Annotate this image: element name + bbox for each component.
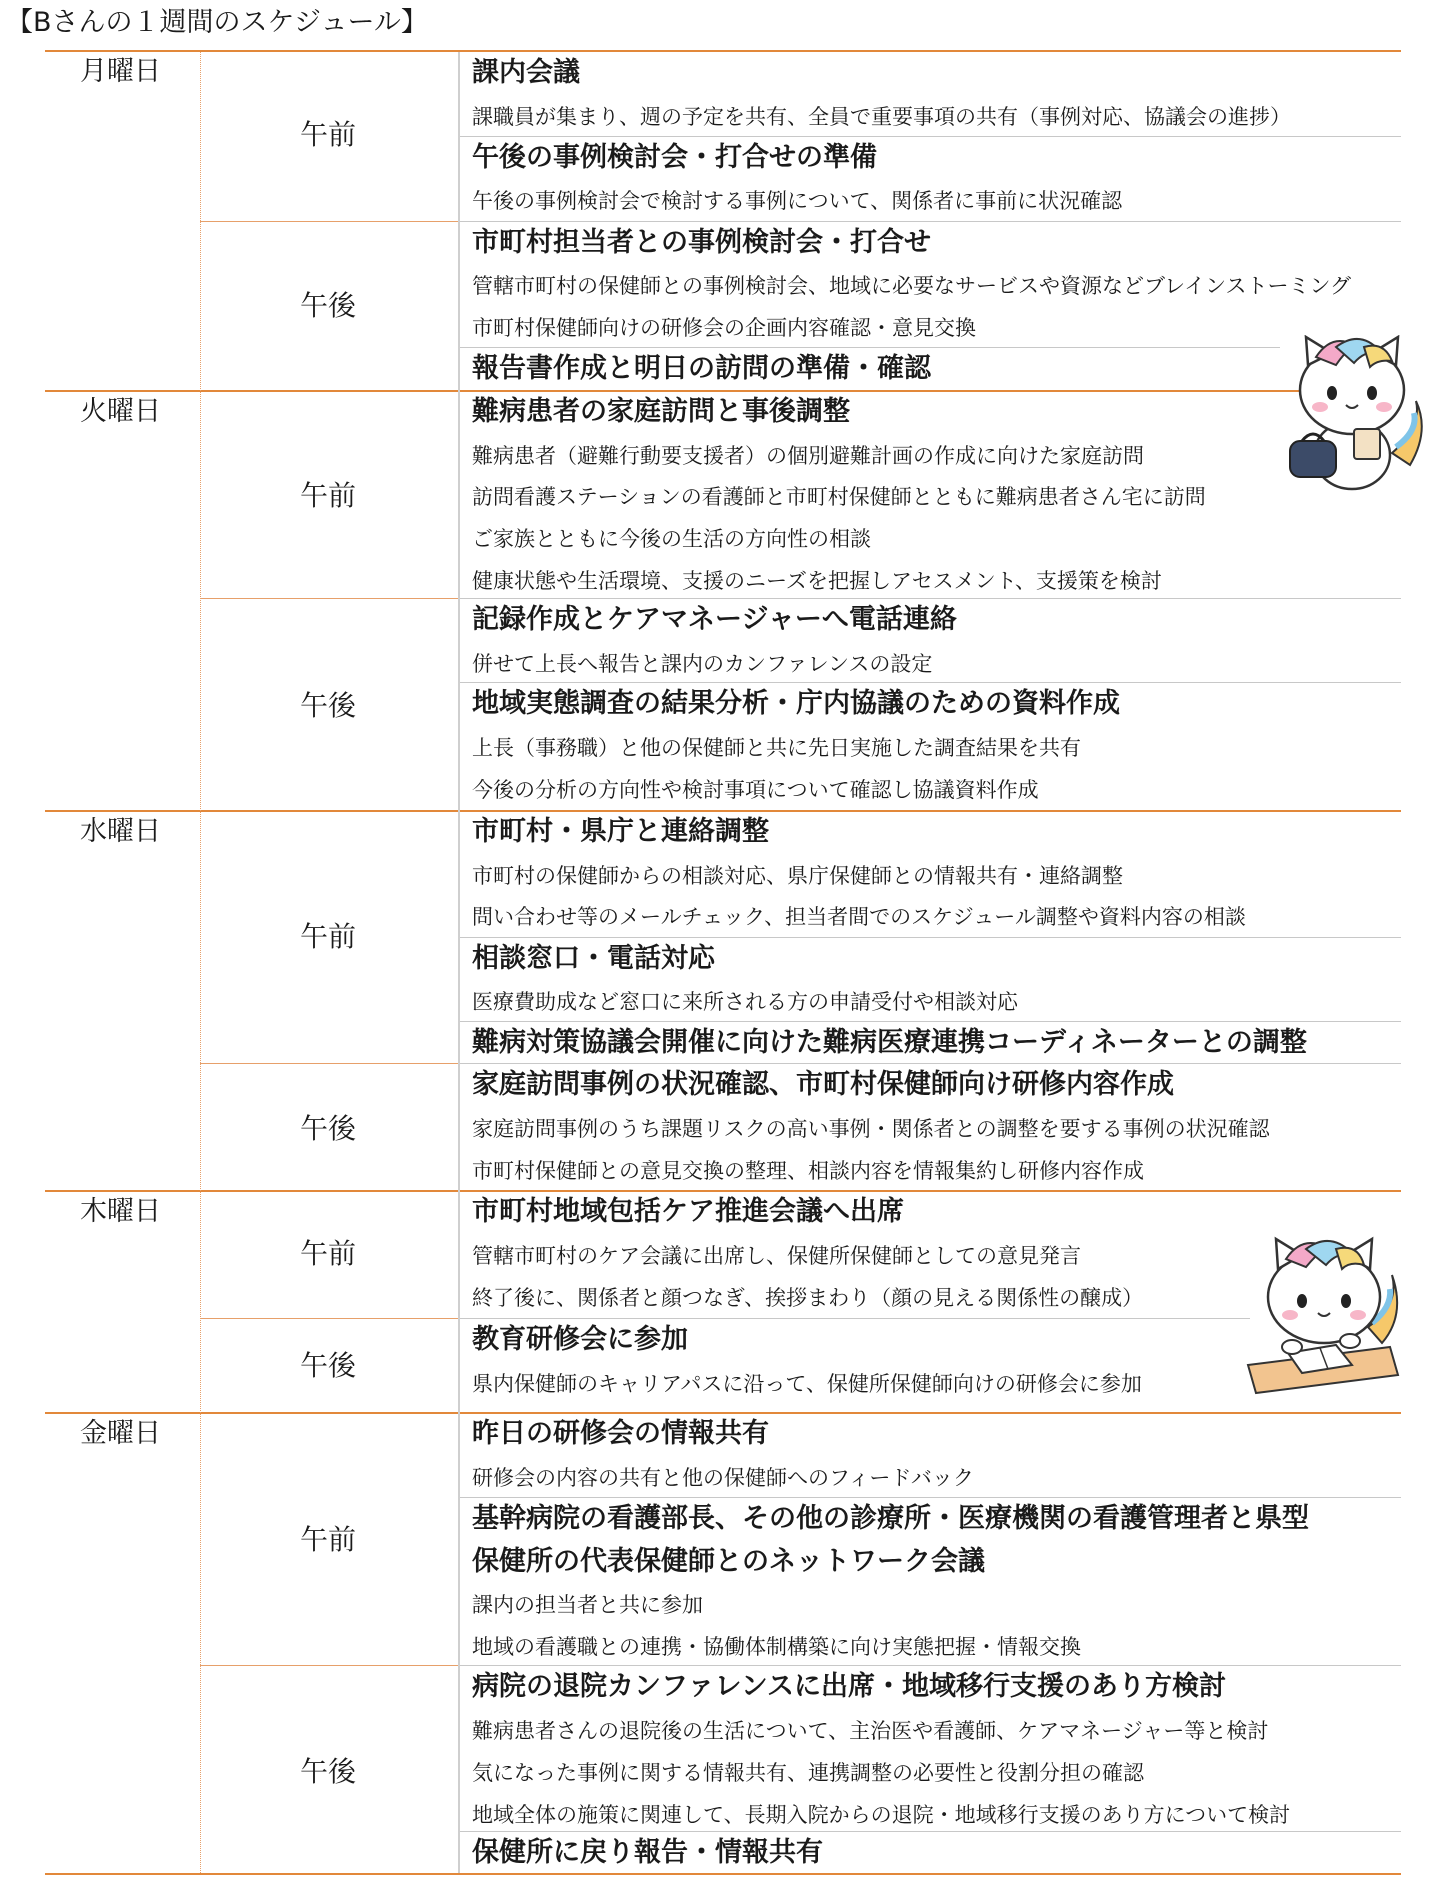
item-separator (460, 598, 1401, 599)
day-label: 月曜日 (80, 56, 161, 87)
day-separator (45, 390, 1401, 392)
table-top-border (45, 50, 1401, 52)
day-label: 金曜日 (80, 1418, 161, 1449)
item-separator (460, 1831, 1401, 1832)
item-title: 昨日の研修会の情報共有 (472, 1418, 769, 1449)
item-detail: ご家族とともに今後の生活の方向性の相談 (472, 527, 871, 551)
period-label: 午後 (300, 1349, 357, 1382)
period-label: 午前 (300, 1237, 357, 1270)
item-title: 家庭訪問事例の状況確認、市町村保健師向け研修内容作成 (472, 1069, 1174, 1100)
item-detail: 市町村保健師向けの研修会の企画内容確認・意見交換 (472, 316, 976, 340)
item-title: 午後の事例検討会・打合せの準備 (472, 142, 877, 173)
column-divider (200, 52, 201, 1873)
item-title: 課内会議 (472, 57, 580, 88)
item-separator (460, 937, 1401, 938)
period-label: 午前 (300, 118, 357, 151)
period-separator (200, 1063, 458, 1064)
day-label: 水曜日 (80, 816, 161, 847)
column-divider (458, 52, 460, 1873)
item-separator (460, 347, 1280, 348)
item-separator (460, 136, 1401, 137)
item-detail: 県内保健師のキャリアパスに沿って、保健所保健師向けの研修会に参加 (472, 1372, 1142, 1396)
day-separator (45, 810, 1401, 812)
item-detail: 訪問看護ステーションの看護師と市町村保健師とともに難病患者さん宅に訪問 (472, 485, 1206, 509)
item-detail: 午後の事例検討会で検討する事例について、関係者に事前に状況確認 (472, 189, 1123, 213)
item-separator (460, 1665, 1401, 1666)
item-separator (460, 682, 1401, 683)
day-separator (45, 1412, 1401, 1414)
mascot-studying-at-desk-icon (1240, 1235, 1405, 1395)
item-detail: 難病患者さんの退院後の生活について、主治医や看護師、ケアマネージャー等と検討 (472, 1719, 1269, 1743)
item-separator (460, 221, 1401, 222)
item-detail: 研修会の内容の共有と他の保健師へのフィードバック (472, 1466, 974, 1490)
item-separator (460, 1318, 1250, 1319)
period-label: 午前 (300, 479, 357, 512)
day-label: 木曜日 (80, 1196, 161, 1227)
item-detail: 課内の担当者と共に参加 (472, 1593, 703, 1617)
day-separator (45, 1190, 1401, 1192)
item-title: 報告書作成と明日の訪問の準備・確認 (472, 353, 931, 384)
page-title: 【Bさんの１週間のスケジュール】 (6, 7, 428, 38)
item-detail: 管轄市町村のケア会議に出席し、保健所保健師としての意見発言 (472, 1244, 1081, 1268)
day-label: 火曜日 (80, 396, 161, 427)
item-title: 教育研修会に参加 (472, 1324, 688, 1355)
item-detail: 気になった事例に関する情報共有、連携調整の必要性と役割分担の確認 (472, 1761, 1144, 1785)
item-detail: 家庭訪問事例のうち課題リスクの高い事例・関係者との調整を要する事例の状況確認 (472, 1117, 1270, 1141)
item-title: 相談窓口・電話対応 (472, 943, 715, 974)
item-separator (460, 1021, 1401, 1022)
item-title: 病院の退院カンファレンスに出席・地域移行支援のあり方検討 (472, 1671, 1226, 1702)
item-separator (460, 1497, 1401, 1498)
period-separator (200, 1318, 458, 1319)
item-title: 難病患者の家庭訪問と事後調整 (472, 396, 850, 427)
item-separator (460, 1063, 1401, 1064)
item-title-continued: 保健所の代表保健師とのネットワーク会議 (472, 1546, 985, 1577)
period-label: 午後 (300, 689, 357, 722)
item-detail: 健康状態や生活環境、支援のニーズを把握しアセスメント、支援策を検討 (472, 569, 1162, 593)
item-detail: 地域の看護職との連携・協働体制構築に向け実態把握・情報交換 (472, 1635, 1081, 1659)
period-label: 午後 (300, 1112, 357, 1145)
period-label: 午後 (300, 1755, 357, 1788)
item-detail: 管轄市町村の保健師との事例検討会、地域に必要なサービスや資源などブレインストーミング (472, 274, 1352, 298)
item-detail: 併せて上長へ報告と課内のカンファレンスの設定 (472, 652, 933, 676)
item-detail: 難病患者（避難行動要支援者）の個別避難計画の作成に向けた家庭訪問 (472, 444, 1144, 468)
item-detail: 地域全体の施策に関連して、長期入院からの退院・地域移行支援のあり方について検討 (472, 1803, 1291, 1827)
period-label: 午後 (300, 289, 357, 322)
period-separator (200, 221, 458, 222)
table-bottom-border (45, 1873, 1401, 1875)
item-title: 記録作成とケアマネージャーへ電話連絡 (472, 604, 957, 635)
item-detail: 上長（事務職）と他の保健師と共に先日実施した調査結果を共有 (472, 736, 1081, 760)
item-detail: 今後の分析の方向性や検討事項について確認し協議資料作成 (472, 778, 1039, 802)
item-detail: 市町村保健師との意見交換の整理、相談内容を情報集約し研修内容作成 (472, 1159, 1144, 1183)
mascot-nurse-with-bag-icon (1280, 335, 1430, 500)
item-title: 市町村担当者との事例検討会・打合せ (472, 227, 931, 258)
item-detail: 医療費助成など窓口に来所される方の申請受付や相談対応 (472, 990, 1018, 1014)
item-detail: 課職員が集まり、週の予定を共有、全員で重要事項の共有（事例対応、協議会の進捗） (472, 105, 1291, 129)
item-detail: 問い合わせ等のメールチェック、担当者間でのスケジュール調整や資料内容の相談 (472, 905, 1246, 929)
period-separator (200, 598, 458, 599)
item-detail: 市町村の保健師からの相談対応、県庁保健師との情報共有・連絡調整 (472, 864, 1123, 888)
period-label: 午前 (300, 920, 357, 953)
period-label: 午前 (300, 1523, 357, 1556)
period-separator (200, 1665, 458, 1666)
item-detail: 終了後に、関係者と顔つなぎ、挨拶まわり（顔の見える関係性の醸成） (472, 1286, 1144, 1310)
item-title: 基幹病院の看護部長、その他の診療所・医療機関の看護管理者と県型 (472, 1503, 1309, 1534)
item-title: 市町村地域包括ケア推進会議へ出席 (472, 1196, 904, 1227)
item-title: 難病対策協議会開催に向けた難病医療連携コーディネーターとの調整 (472, 1027, 1307, 1058)
item-title: 保健所に戻り報告・情報共有 (472, 1837, 823, 1868)
item-title: 市町村・県庁と連絡調整 (472, 816, 769, 847)
item-title: 地域実態調査の結果分析・庁内協議のための資料作成 (472, 688, 1120, 719)
